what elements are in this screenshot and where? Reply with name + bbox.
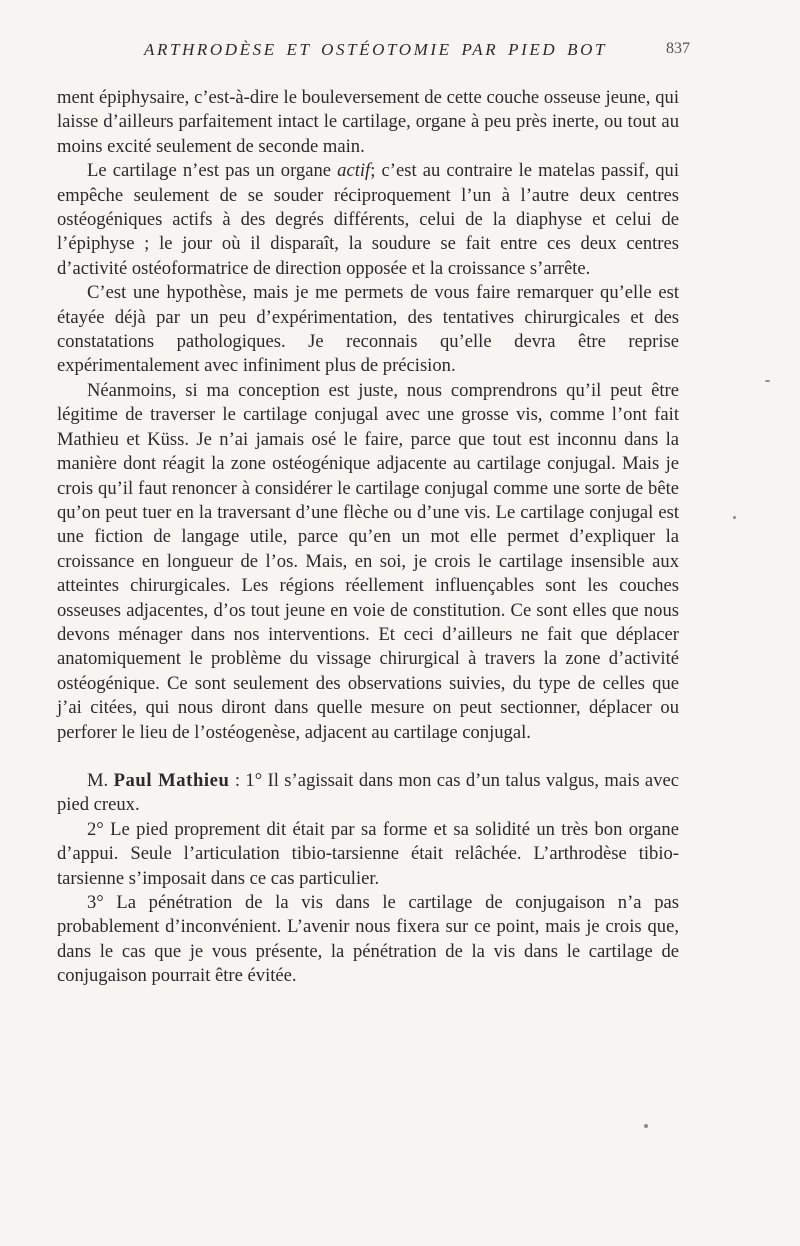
ink-speck [733, 516, 736, 519]
paragraph-5-text: : 1° Il s’agissait dans mon cas d’un talus valgus, mais avec pied creux. [57, 769, 679, 816]
running-header [60, 40, 690, 62]
section-gap [57, 745, 679, 769]
ink-speck [765, 380, 770, 382]
paragraph-6: 2° Le pied proprement dit était par sa forme et sa solidité un très bon organe d’appui. Seule l’articulation tibio-tarsienne était relâchée. L’arthrodèse tibio-tarsienne s’imposait dans ce cas particulier. [57, 818, 679, 889]
article-body [57, 86, 679, 989]
page-number: 837 [666, 40, 690, 57]
speaker-name: Paul Mathieu [113, 769, 230, 791]
paragraph-2-start: Le cartilage n’est pas un organe [87, 160, 338, 182]
paragraph-7: 3° La pénétration de la vis dans le cartilage de conjugaison n’a pas probablement d’inconvénient. L’avenir nous fixera sur ce point, mais je crois que, dans le cas que je vous présente, la pénétration de la vis dans le cartilage de conjugaison pourrait être évitée. [57, 892, 679, 987]
speaker-prefix: M. [87, 769, 114, 791]
ink-speck [644, 1124, 648, 1128]
paragraph-1: ment épiphysaire, c’est-à-dire le bouleversement de cette couche osseuse jeune, qui laisse d’ailleurs parfaitement intact le cartilage, organe à peu près inerte, ou tout au moins excité seulement de seconde main. [57, 87, 679, 157]
paragraph-2-italic: actif [337, 160, 371, 182]
paragraph-2-end: ; c’est au contraire le matelas passif, qui empêche seulement de se souder réciproquement l’un à l’autre deux centres ostéogéniques actifs à des degrés différents, celui de la diaphyse et celui de l’épiphyse ; le jour où il disparaît, la soudure se fait entre ces deux centres d’activité ostéoformatrice de direction opposée et la croissance s’arrête. [57, 160, 679, 279]
paragraph-3: C’est une hypothèse, mais je me permets de vous faire remarquer qu’elle est étayée déjà par un peu d’expérimentation, des tentatives chirurgicales et des constatations pathologiques. Je reconnais qu’elle devra être reprise expérimentalement avec infiniment plus de précision. [57, 282, 679, 377]
running-title: ARTHRODÈSE ET OSTÉOTOMIE PAR PIED BOT [144, 40, 607, 59]
paragraph-4: Néanmoins, si ma conception est juste, nous comprendrons qu’il peut être légitime de traverser le cartilage conjugal avec une grosse vis, comme l’ont fait Mathieu et Küss. Je n’ai jamais osé le faire, parce que tout est inconnu dans la manière dont réagit la zone ostéogénique adjacente au cartilage conjugal. Mais je crois qu’il faut renoncer à considérer le cartilage conjugal comme une sorte de bête qu’on peut tuer en la traversant d’une flèche ou d’une vis. Le cartilage conjugal est une fiction de langage utile, parce qu’en un mot elle permet d’expliquer la croissance en longueur de l’os. Mais, en soi, je crois le cartilage insensible aux atteintes chirurgicales. Les régions réellement influençables sont les couches osseuses adjacentes, d’os tout jeune en voie de constitution. Ce sont elles que nous devons ménager dans nos interventions. Et ceci d’ailleurs ne fait que déplacer anatomiquement le problème du vissage chirurgical à travers la zone d’activité ostéogénique. Ce sont seulement des observations suivies, du type de celles que j’ai citées, qui nous diront dans quelle mesure on peut sectionner, déplacer ou perforer le lieu de l’ostéogenèse, adjacent au cartilage conjugal. [57, 379, 679, 743]
paragraph-5 [57, 769, 679, 818]
paragraph-2 [57, 159, 679, 281]
